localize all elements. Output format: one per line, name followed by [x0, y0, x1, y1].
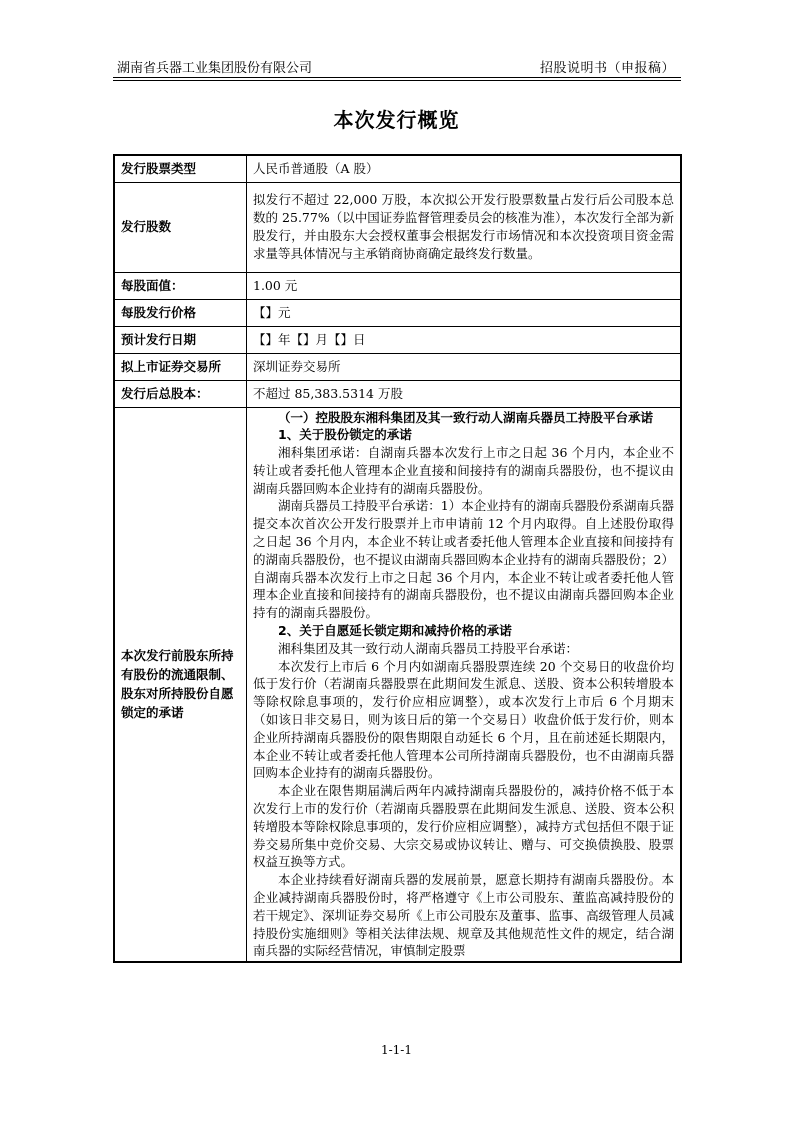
lockup-section-title: （一）控股股东湘科集团及其一致行动人湖南兵器员工持股平台承诺: [278, 409, 654, 425]
lockup-sub2-title: 2、关于自愿延长锁定期和减持价格的承诺: [278, 623, 512, 639]
row-label-par-value: 每股面值：: [114, 272, 247, 299]
lockup-sub1-para2: 湖南兵器员工持股平台承诺：1）本企业持有的湖南兵器股份系湖南兵器提交本次首次公开发行股票并上市申请前 12 个月内取得。自上述股份取得之日起 36 个月内，本企业不转让或者委托他人管理本企业直接和间接持有的湖南兵器股份，也不提议由湖南兵器回购本企业持有的湖南兵器股份；2）自湖南兵器本次发行上市之日起 36 个月内，本企业不转让或者委托他人管理本企业直接和间接持有的湖南兵器股份，也不提议由湖南兵器回购本企业持有的湖南兵器股份。: [253, 498, 674, 621]
offering-overview-table: [113, 154, 682, 963]
lockup-sub2-para2: 本次发行上市后 6 个月内如湖南兵器股票连续 20 个交易日的收盘价均低于发行价（若湖南兵器股票在此期间发生派息、送股、资本公积转增股本等除权除息事项的，发行价应相应调整），或本次发行上市后 6 个月期末（如该日非交易日，则为该日后的第一个交易日）收盘价低于发行价，则本企业所持湖南兵器股份的限售期限自动延长 6 个月，且在前述延长期限内，本企业不转让或者委托他人管理本公司所持湖南兵器股份，也不由湖南兵器回购本企业持有的湖南兵器股份。: [253, 658, 674, 781]
row-label-lockup: 本次发行前股东所持有股份的流通限制、股东对所持股份自愿锁定的承诺: [114, 407, 247, 962]
row-value-issue-price: 【】元: [247, 299, 682, 326]
row-label-issue-date: 预计发行日期: [114, 326, 247, 353]
row-label-issue-price: 每股发行价格: [114, 299, 247, 326]
lockup-sub2-para4: 本企业持续看好湖南兵器的发展前景，愿意长期持有湖南兵器股份。本企业减持湖南兵器股份时，将严格遵守《上市公司股东、董监高减持股份的若干规定》、深圳证券交易所《上市公司股东及董事、监事、高级管理人员减持股份实施细则》等相关法律法规、规章及其他规范性文件的规定，结合湖南兵器的实际经营情况，审慎制定股票: [253, 872, 674, 959]
page-number: 1-1-1: [380, 1043, 412, 1057]
table-row: [114, 155, 681, 182]
row-value-par-value: 1.00 元: [247, 272, 682, 299]
lockup-sub2-para1: 湘科集团及其一致行动人湖南兵器员工持股平台承诺：: [278, 640, 579, 656]
table-row: [114, 326, 681, 353]
header-rule-top: [113, 77, 681, 78]
lockup-sub2-para3: 本企业在限售期届满后两年内减持湖南兵器股份的，减持价格不低于本次发行上市的发行价（若湖南兵器股票在此期间发生派息、送股、资本公积转增股本等除权除息事项的，发行价应相应调整），减持方式包括但不限于证券交易所集中竞价交易、大宗交易或协议转让、赠与、可交换债换股、股票权益互换等方式。: [253, 783, 674, 870]
table-row: [114, 272, 681, 299]
header-rule-bottom: [113, 80, 681, 81]
table-row: [114, 299, 681, 326]
table-row: [114, 353, 681, 380]
row-label-exchange: 拟上市证券交易所: [114, 353, 247, 380]
header-company-name: 湖南省兵器工业集团股份有限公司: [117, 61, 313, 76]
row-value-stock-type: 人民币普通股（A 股）: [247, 155, 682, 182]
header-document-type: 招股说明书（申报稿）: [539, 61, 675, 76]
row-value-exchange: 深圳证券交易所: [247, 353, 682, 380]
row-label-total-shares: 发行后总股本：: [114, 380, 247, 407]
row-value-total-shares: 不超过 85,383.5314 万股: [247, 380, 682, 407]
lockup-sub1-title: 1、关于股份锁定的承诺: [278, 427, 412, 443]
row-label-stock-type: 发行股票类型: [114, 155, 247, 182]
row-value-lockup: [247, 407, 682, 962]
lockup-sub1-para1: 湘科集团承诺：自湖南兵器本次发行上市之日起 36 个月内，本企业不转让或者委托他人管理本企业直接和间接持有的湖南兵器股份，也不提议由湖南兵器回购本企业持有的湖南兵器股份。: [253, 445, 674, 496]
table-row: [114, 407, 681, 962]
page-header: [113, 56, 681, 76]
page-title: 本次发行概览: [333, 108, 460, 132]
table-row: [114, 380, 681, 407]
row-label-share-count: 发行股数: [114, 182, 247, 272]
row-value-share-count: 拟发行不超过 22,000 万股，本次拟公开发行股票数量占发行后公司股本总数的 25.77%（以中国证券监督管理委员会的核准为准），本次发行全部为新股发行，并由股东大会授权董事会根据发行市场情况和本次投资项目资金需求量等具体情况与主承销商协商确定最终发行数量。: [247, 182, 682, 272]
row-value-issue-date: 【】年【】月【】日: [247, 326, 682, 353]
table-row: [114, 182, 681, 272]
